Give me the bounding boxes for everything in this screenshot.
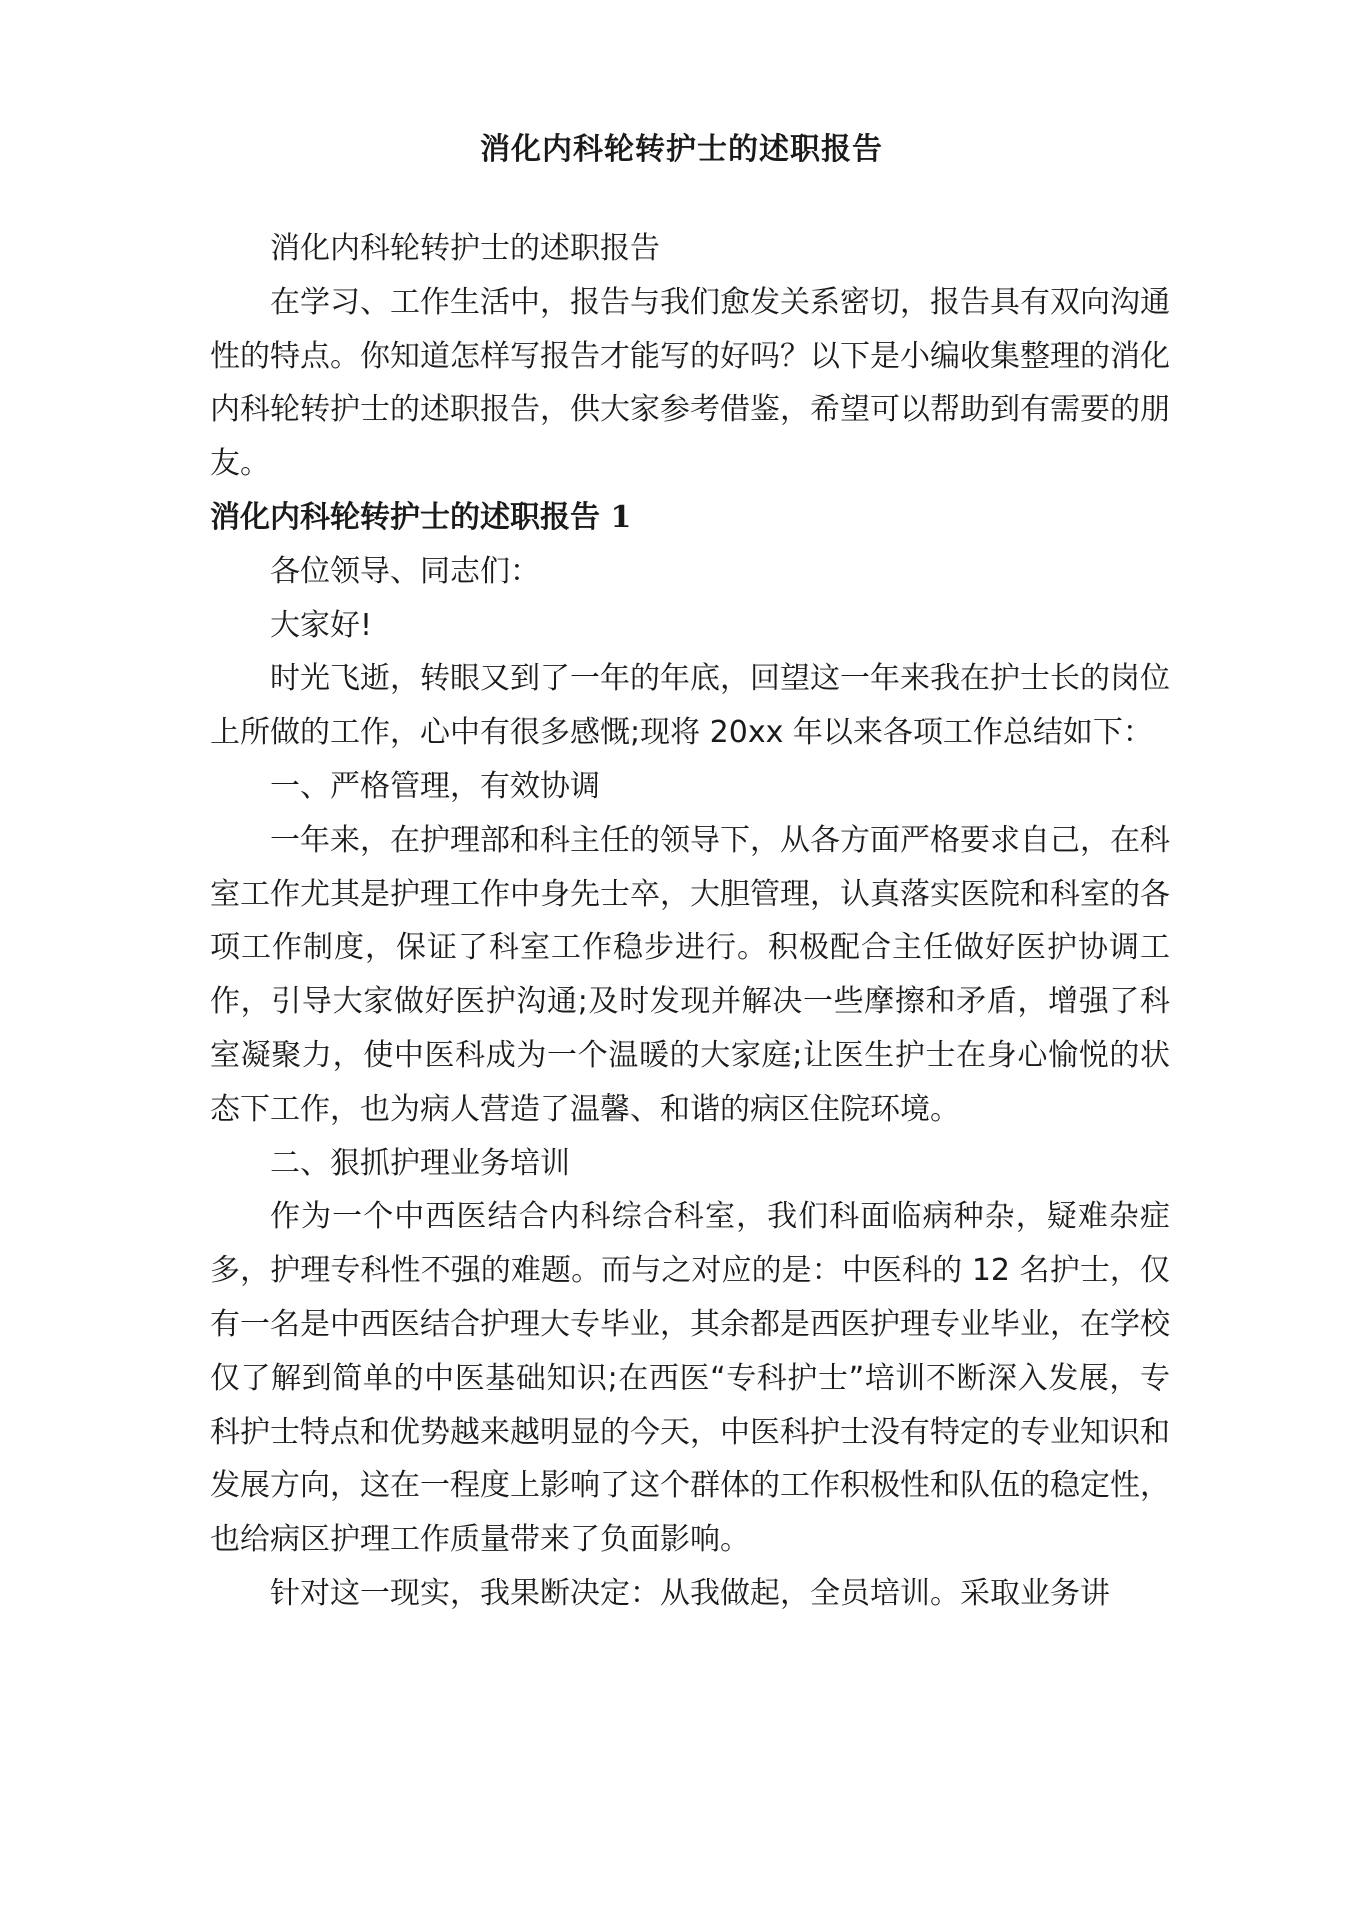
paragraph-summary-intro: 时光飞逝，转眼又到了一年的年底，回望这一年来我在护士长的岗位上所做的工作，心中有很多感慨;现将 20xx 年以来各项工作总结如下： (210, 661, 1170, 751)
paragraph-intro: 在学习、工作生活中，报告与我们愈发关系密切，报告具有双向沟通性的特点。你知道怎样写报告才能写的好吗？以下是小编收集整理的消化内科轮转护士的述职报告，供大家参考借鉴，希望可以帮助到有需要的朋友。 (210, 284, 1170, 482)
section-heading: 消化内科轮转护士的述职报告 1 (210, 499, 632, 535)
document-title: 消化内科轮转护士的述职报告 (480, 132, 883, 167)
paragraph-hello: 大家好! (270, 607, 373, 643)
paragraph-point-1-body: 一年来，在护理部和科主任的领导下，从各方面严格要求自己，在科室工作尤其是护理工作中身先士卒，大胆管理，认真落实医院和科室的各项工作制度，保证了科室工作稳步进行。积极配合主任做好医护协调工作，引导大家做好医护沟通;及时发现并解决一些摩擦和矛盾，增强了科室凝聚力，使中医科成为一个温暖的大家庭;让医生护士在身心愉悦的状态下工作，也为病人营造了温馨、和谐的病区住院环境。 (210, 822, 1170, 1127)
paragraph-greeting: 各位领导、同志们： (270, 553, 540, 589)
paragraph-point-2-continuation: 针对这一现实，我果断决定：从我做起，全员培训。采取业务讲 (270, 1575, 1110, 1611)
document-body (210, 222, 1170, 1621)
paragraph-subtitle: 消化内科轮转护士的述职报告 (270, 231, 660, 266)
paragraph-point-2-heading: 二、狠抓护理业务培训 (270, 1145, 570, 1181)
paragraph-point-2-body: 作为一个中西医结合内科综合科室，我们科面临病种杂，疑难杂症多，护理专科性不强的难题。而与之对应的是：中医科的 12 名护士，仅有一名是中西医结合护理大专毕业，其余都是西医护理专业毕业，在学校仅了解到简单的中医基础知识;在西医“专科护士”培训不断深入发展，专科护士特点和优势越来越明显的今天，中医科护士没有特定的专业知识和发展方向，这在一程度上影响了这个群体的工作积极性和队伍的稳定性，也给病区护理工作质量带来了负面影响。 (210, 1199, 1170, 1558)
paragraph-point-1-heading: 一、严格管理，有效协调 (270, 768, 600, 804)
